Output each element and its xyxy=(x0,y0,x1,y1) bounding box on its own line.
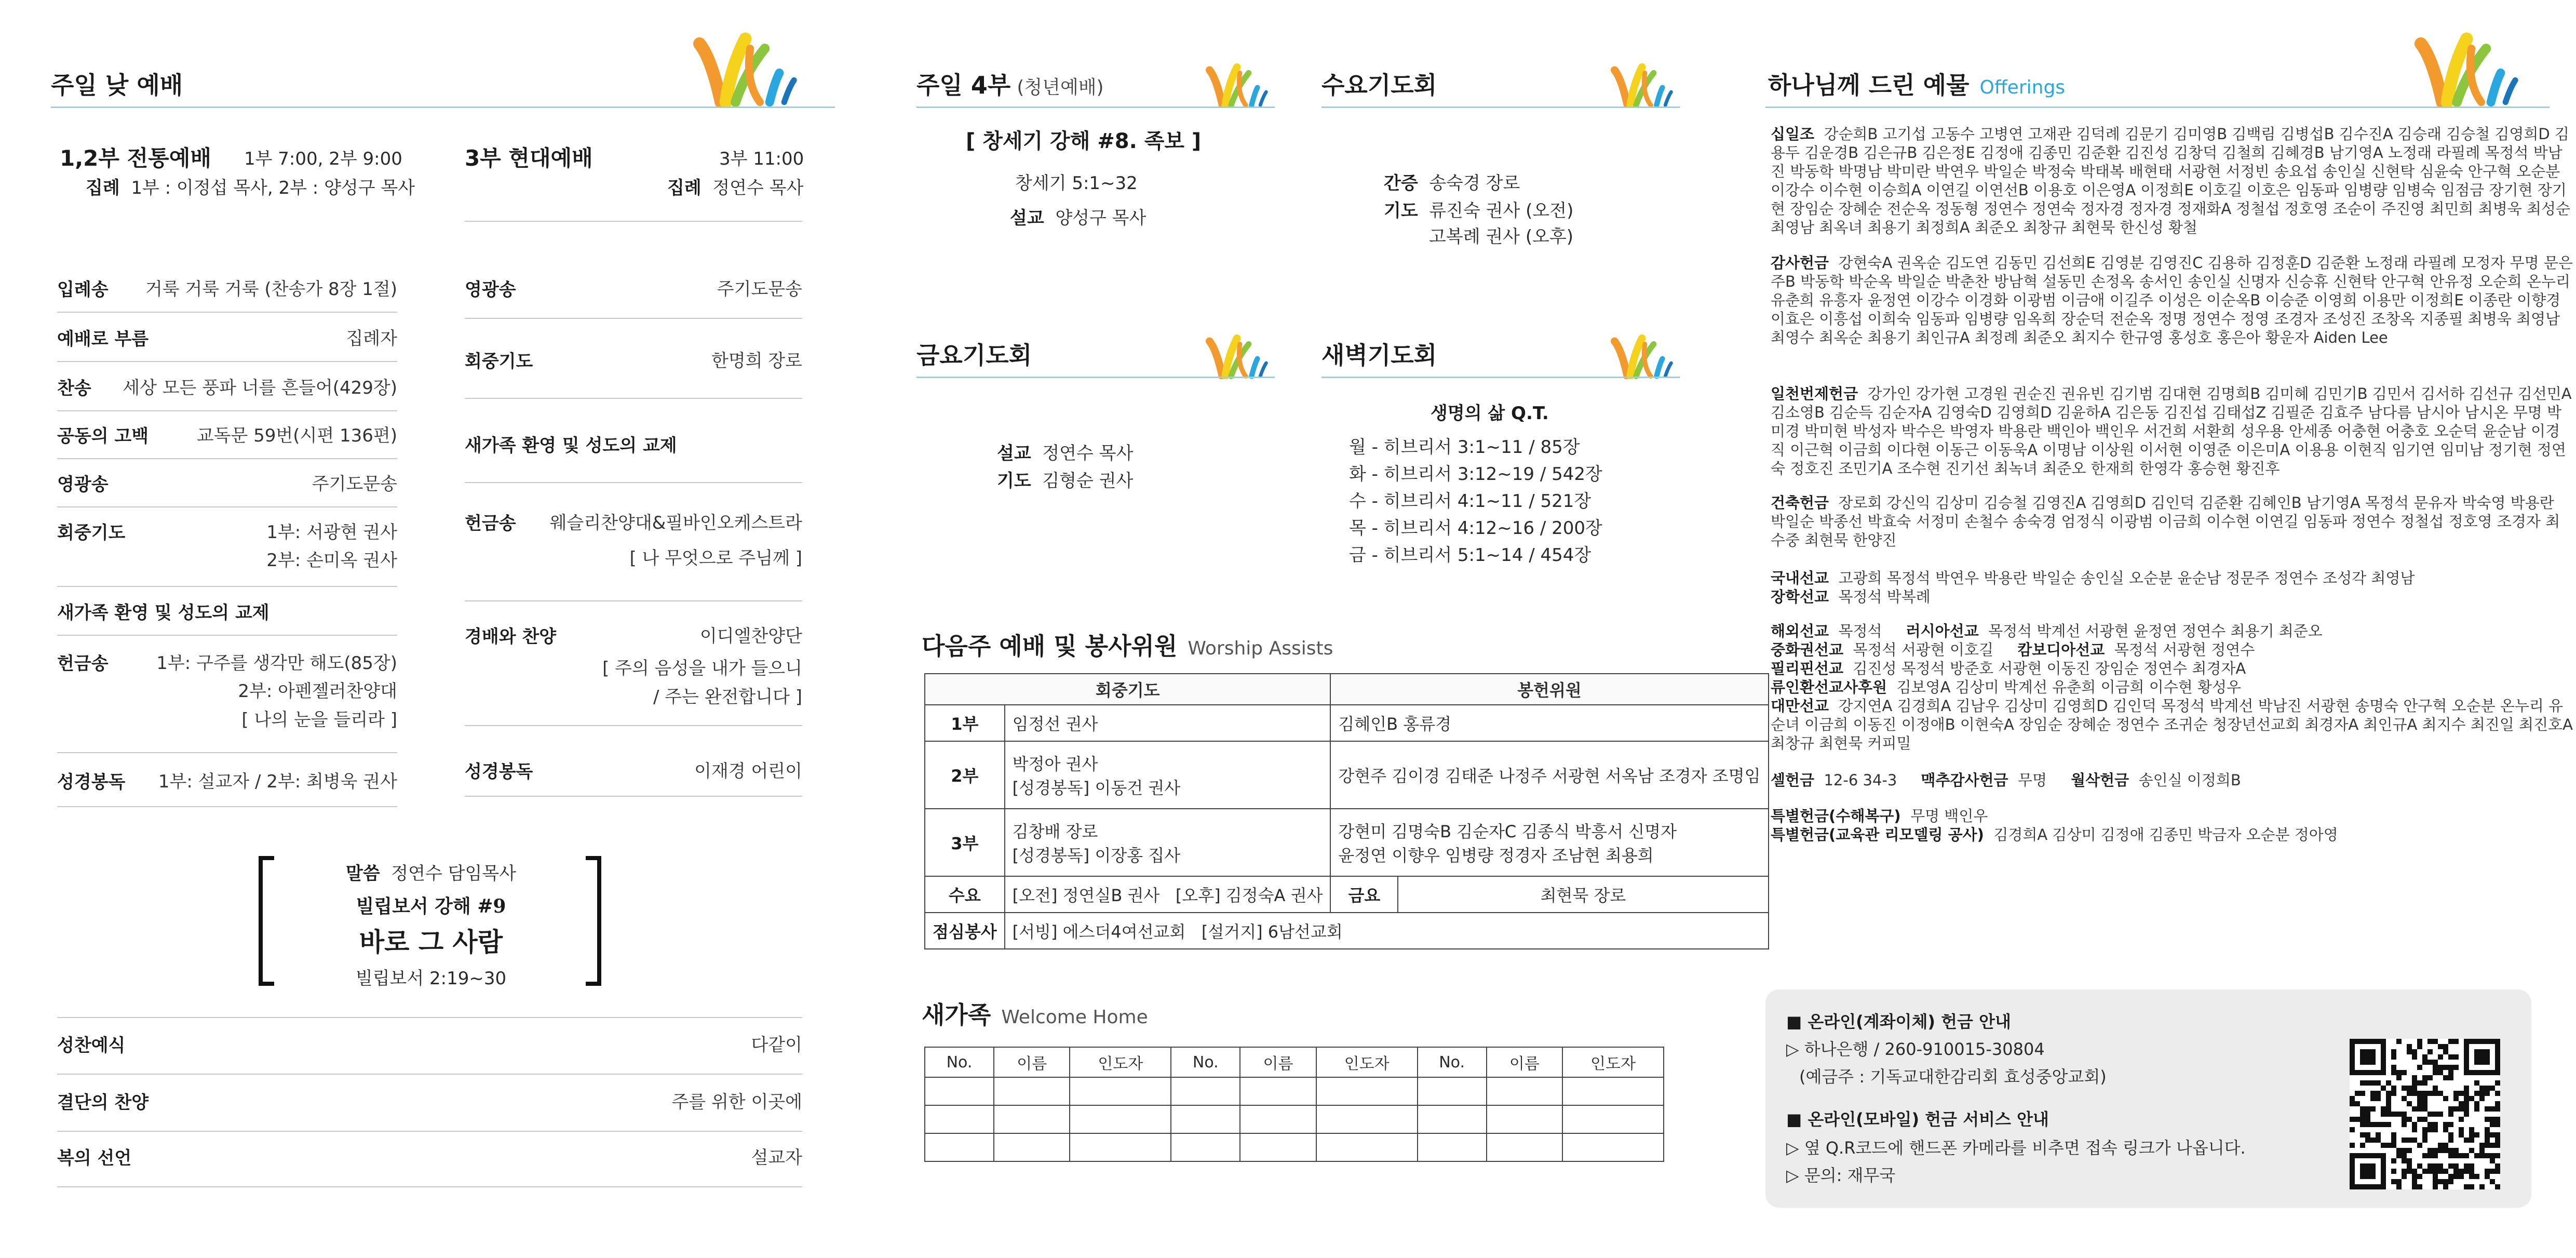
part3-lead-value: 정연수 목사 xyxy=(712,178,804,198)
sermon-series: 빌립보서 강해 #9 xyxy=(356,895,506,917)
list-item: 금 - 히브리서 5:1~14 / 454장 xyxy=(1349,545,1592,566)
bank-holder: (예금주 : 기독교대한감리회 효성중앙교회) xyxy=(1799,1067,2107,1087)
bank-title: ■ 온라인(계좌이체) 헌금 안내 xyxy=(1786,1012,2011,1032)
next-week-title: 다음주 예배 및 봉사위원 Worship Assists xyxy=(922,632,1333,660)
table-row xyxy=(925,1077,1664,1105)
bank-line: ▷ 하나은행 / 260-910015-30804 xyxy=(1786,1039,2045,1059)
section-divider xyxy=(1321,377,1680,378)
building-list: 건축헌금 장로회 강신익 김상미 김승철 김영진A 김영희D 김인덕 김준환 김혜인B 남기영A 목정석 문유자 박숙영 박용란 박일순 박종선 박효숙 서정미 손철수 송숙경 엄정식 이광범 이금희 이수현 이연길 임동파 정연수 정철섭 정호영 조경자 최수중 최현묵 한양진 xyxy=(1771,494,2560,549)
youth-service-title: 주일 4부 (청년예배) xyxy=(916,71,1104,99)
dawn-title: 새벽기도회 xyxy=(1321,341,1437,369)
church-logo-icon xyxy=(1607,61,1680,108)
mission-list: 대만선교 강지연A 김경희A 김남우 김상미 김영희D 김인덕 목정석 박계선 박남진 서광현 송명숙 안구혁 오순분 온누리 유순녀 이금희 이동진 이정애B 이현숙A 장임순 장혜순 정연수 조귀순 청장년선교회 최경자A 최인규A 최지수 최진일 최진호A 최창규 최현묵 커피밀 xyxy=(1771,697,2573,752)
divider xyxy=(57,1017,802,1018)
part12-lead-value: 1부 : 이정섭 목사, 2부 : 양성구 목사 xyxy=(131,178,415,198)
order-row-welcome: 새가족 환영 및 성도의 교제 xyxy=(57,598,397,636)
sermon-bracket-right xyxy=(586,856,601,986)
list-item: 월 - 히브리서 3:1~11 / 85장 xyxy=(1349,437,1580,458)
thanks-list: 감사헌금 강현숙A 권옥순 김도연 김동민 김선희E 김영분 김영진C 김용하 김정훈D 김준환 노정래 라필례 모정자 무명 문은주B 박동학 박순옥 박일순 박춘찬 방남혁 설동민 손정옥 송서인 송인실 신명자 신승휴 신현탁 안구혁 안유정 오순희 온누리 유춘희 유흥자 윤정연 이강수 이경화 이광범 이금애 이길주 이성은 이순옥B 이승준 이영희 이용만 이정희E 이종란 이향경 이효은 이흥섭 이희숙 임동파 임병량 임옥희 장순덕 전순옥 정명 정연수 정영 조경자 조성진 조창옥 지종필 최병욱 최영남 최영수 최옥순 최용기 최인규A 최정례 최준오 최지수 한규영 홍성호 홍은아 황운자 Aiden Lee xyxy=(1771,254,2573,346)
church-logo-icon xyxy=(2407,29,2531,107)
next-week-table: 회중기도 봉헌위원 1부 임정선 권사 김혜인B 홍류경 2부 박정아 권사 [성경봉독] 이동건 권사 강현주 김이경 김태준 나정주 서광현 서옥남 조경자 조명임 3부 김창배 장로 [성경봉독] 이장홍 집사 강현미 김명숙B 김순자C 김종식 박흥서 신명자 윤정연 이향우 임병량 정경자 조남현 최용희 수요 [오전] 정연실B 권사 [오후] 김정숙A 권사 금요 최현묵 장로 점심봉사 [서빙] 에스더4여선교회 [설거지] 6남선교회 xyxy=(924,673,1769,949)
table-row xyxy=(925,1133,1664,1161)
sermon-block xyxy=(280,856,582,989)
order-row-communion: 성찬예식 다같이 xyxy=(57,1031,802,1075)
wednesday-row: 고복례 권사 (오후) xyxy=(1429,226,1574,247)
part12-time: 1부 7:00, 2부 9:00 xyxy=(244,149,402,169)
friday-row: 설교 정연수 목사 xyxy=(997,443,1134,464)
wednesday-title: 수요기도회 xyxy=(1321,71,1437,99)
mobile-title: ■ 온라인(모바일) 헌금 서비스 안내 xyxy=(1786,1109,2049,1129)
order-row-scripture-3: 성경봉독 이재경 어린이 xyxy=(465,757,802,797)
dawn-qt: 생명의 삶 Q.T. xyxy=(1431,403,1549,424)
youth-preacher: 설교 양성구 목사 xyxy=(1010,208,1147,229)
order-row-prayer: 회중기도 1부: 서광현 권사 2부: 손미옥 권사 xyxy=(57,518,397,587)
china-list: 중화권선교 목정석 서광현 이호길 캄보디아선교 목정석 서광현 정연수 xyxy=(1771,641,2255,659)
part3-title: 3부 현대예배 xyxy=(465,145,593,171)
table-row: 2부 박정아 권사 [성경봉독] 이동건 권사 강현주 김이경 김태준 나정주 서광현 서옥남 조경자 조명임 xyxy=(925,741,1769,809)
wednesday-row: 간증 송숙경 장로 xyxy=(1384,173,1520,194)
regular-list: 일천번제헌금 강가인 강가현 고경원 권순진 권유빈 김기범 김대현 김명희B 김미혜 김민기B 김민서 김서하 김선규 김선민A 김소영B 김순득 김순자A 김영숙D 김영희D 김윤하A 김은동 김진섭 김태섭Z 김필준 김효주 남다름 남시아 남시온 무명 박미경 박미현 박성자 박수은 박영자 박용란 백인아 백인우 서건희 서환희 성우용 안세종 어충현 어충호 오순덕 윤순남 이경직 이근혁 이금희 이다현 이동근 이동욱A 이명남 이상원 이서현 이영준 이은미A 이용용 이현직 임기연 임미남 정기현 정연숙 정호진 조민기A 조수현 진기선 최녹녀 최준오 한재희 한영각 홍승현 황진후 xyxy=(1771,385,2572,477)
church-logo-icon xyxy=(1202,61,1275,108)
sermon-title: 바로 그 사람 xyxy=(359,927,503,957)
section-divider xyxy=(916,377,1275,378)
friday-title: 금요기도회 xyxy=(916,341,1032,369)
order-row-call: 예배로 부름 집례자 xyxy=(57,325,397,362)
pastor-list: 류인환선교사후원 김보영A 김상미 박계선 유춘희 이금희 이수현 황성우 xyxy=(1771,678,2242,696)
order-row-worship-3: 경배와 찬양 이디엘찬양단 [ 주의 음성을 내가 들으니 / 주는 완전합니다 ] xyxy=(465,622,802,726)
table-row: 3부 김창배 장로 [성경봉독] 이장홍 집사 강현미 김명숙B 김순자C 김종식 박흥서 신명자 윤정연 이향우 임병량 정경자 조남현 최용희 xyxy=(925,809,1769,876)
section-divider xyxy=(51,106,835,108)
overseas-list: 해외선교 목정석 러시아선교 목정석 박계선 서광현 윤정연 정연수 최용기 최준오 xyxy=(1771,622,2323,640)
order-row-gloria-3: 영광송 주기도문송 xyxy=(465,275,802,319)
list-item: 수 - 히브리서 4:1~11 / 521장 xyxy=(1349,491,1592,512)
sermon-bracket-left xyxy=(259,856,274,986)
special1-list: 특별헌금(수해복구) 무명 백인우 xyxy=(1771,807,1988,825)
part3-lead xyxy=(667,173,803,199)
table-row: 수요 [오전] 정연실B 권사 [오후] 김정숙A 권사 금요 최현묵 장로 xyxy=(925,876,1769,913)
section-divider xyxy=(916,106,1275,108)
tithe-list: 십일조 강순희B 고기섭 고동수 고병연 고재관 김덕례 김문기 김미영B 김백림 김병섭B 김수진A 김승래 김승철 김영희D 김용두 김운경B 김은규B 김은정E 김정애 김종민 김준환 김진성 김창덕 김철희 김혜경B 남기영A 노정래 라필례 목정석 박남진 박동학 박명남 박미란 박연우 박일순 박정숙 박태복 배현태 서광현 서정빈 송요섭 송인실 신현탁 심윤숙 안구혁 오순분 이강수 이수현 이승희A 이연길 이연선B 이용호 이은영A 이정희E 이호길 이호은 임동파 임병량 임병숙 임점금 장기현 장기현 장임순 장혜순 전순옥 정동형 정연수 정연숙 정자경 정자경 정재화A 정철섭 정호영 조순이 주진영 최민희 최병욱 최성순 최영남 최옥녀 최용기 최정희A 최준오 최창규 최현묵 한신성 황철 xyxy=(1771,125,2571,236)
youth-series: [ 창세기 강해 #8. 족보 ] xyxy=(966,129,1202,153)
wednesday-row: 기도 류진숙 권사 (오전) xyxy=(1384,200,1574,221)
youth-passage: 창세기 5:1~32 xyxy=(1015,173,1138,194)
newcomers-title: 새가족 Welcome Home xyxy=(922,1001,1148,1029)
section-divider xyxy=(1765,106,2550,108)
order-row-gloria: 영광송 주기도문송 xyxy=(57,470,397,507)
order-row-welcome-3: 새가족 환영 및 성도의 교제 xyxy=(465,431,802,483)
friday-row: 기도 김형순 권사 xyxy=(997,471,1134,491)
phil-list: 필리핀선교 김진성 목정석 방준호 서광현 이동진 장임순 정연수 최경자A xyxy=(1771,660,2246,677)
dawn-list xyxy=(1349,434,1602,569)
cell-list: 셀헌금 12-6 34-3 맥추감사헌금 무명 월삭헌금 송인실 이정희B xyxy=(1771,771,2241,789)
divider xyxy=(465,221,802,222)
order-row-scripture: 성경봉독 1부: 설교자 / 2부: 최병욱 권사 xyxy=(57,768,397,807)
order-row-commitment: 결단의 찬양 주를 위한 이곳에 xyxy=(57,1088,802,1132)
domestic-list: 국내선교 고광희 목정석 박연우 박용란 박일순 송인실 오순분 윤순남 정문주 정연수 조성각 최영남 xyxy=(1771,569,2415,587)
mobile-line: ▷ 옆 Q.R코드에 핸드폰 카메라를 비추면 접속 링크가 나옵니다. xyxy=(1786,1138,2246,1158)
order-row-entrance: 입례송 거룩 거룩 거룩 (찬송가 8장 1절) xyxy=(57,275,397,313)
special2-list: 특별헌금(교육관 리모델링 공사) 김경희A 김상미 김정애 김종민 박금자 오순분 정아영 xyxy=(1771,826,2338,844)
part3-time: 3부 11:00 xyxy=(719,149,804,169)
table-row: 점심봉사 [서빙] 에스더4여선교회 [설거지] 6남선교회 xyxy=(925,913,1769,949)
sermon-passage: 빌립보서 2:19~30 xyxy=(355,968,507,989)
newcomers-table: No. 이름 인도자 No. 이름 인도자 No. 이름 인도자 xyxy=(924,1047,1664,1162)
church-logo-icon xyxy=(1607,332,1680,379)
part12-lead-label: 집례 xyxy=(86,178,120,198)
part12-lead xyxy=(86,173,415,199)
sermon-label: 말씀 xyxy=(345,863,380,884)
order-row-offertory-3: 헌금송 웨슬리찬양대&필바인오케스트라 [ 나 무엇으로 주님께 ] xyxy=(465,509,802,601)
order-row-prayer-3: 회중기도 한명희 장로 xyxy=(465,347,802,399)
order-row-offertory: 헌금송 1부: 구주를 생각만 해도(85장) 2부: 아펜젤러찬양대 [ 나의 눈을 들리라 ] xyxy=(57,649,397,753)
offerings-title: 하나님께 드린 예물 Offerings xyxy=(1768,71,2066,99)
church-logo-icon xyxy=(1202,332,1275,379)
section-divider xyxy=(1321,106,1680,108)
order-row-hymn: 찬송 세상 모든 풍파 너를 흔들어(429장) xyxy=(57,374,397,411)
list-item: 화 - 히브리서 3:12~19 / 542장 xyxy=(1349,464,1602,485)
part3-lead-label: 집례 xyxy=(667,178,702,198)
order-row-confession: 공동의 고백 교독문 59번(시편 136편) xyxy=(57,422,397,459)
contact-line: ▷ 문의: 재무국 xyxy=(1786,1166,1896,1185)
qr-code-icon[interactable] xyxy=(2350,1039,2500,1189)
sunday-service-title: 주일 낮 예배 xyxy=(51,71,183,99)
order-row-benediction: 복의 선언 설교자 xyxy=(57,1144,802,1187)
list-item: 목 - 히브리서 4:12~16 / 200장 xyxy=(1349,518,1602,539)
scholar-list: 장학선교 목정석 박복례 xyxy=(1771,588,1931,606)
qr-code-icon[interactable] xyxy=(2350,1039,2500,1189)
table-row xyxy=(925,1105,1664,1133)
church-logo-icon xyxy=(685,29,810,107)
part12-title: 1,2부 전통예배 xyxy=(60,145,211,171)
table-row: 1부 임정선 권사 김혜인B 홍류경 xyxy=(925,705,1769,741)
sermon-preacher: 정연수 담임목사 xyxy=(391,863,517,884)
